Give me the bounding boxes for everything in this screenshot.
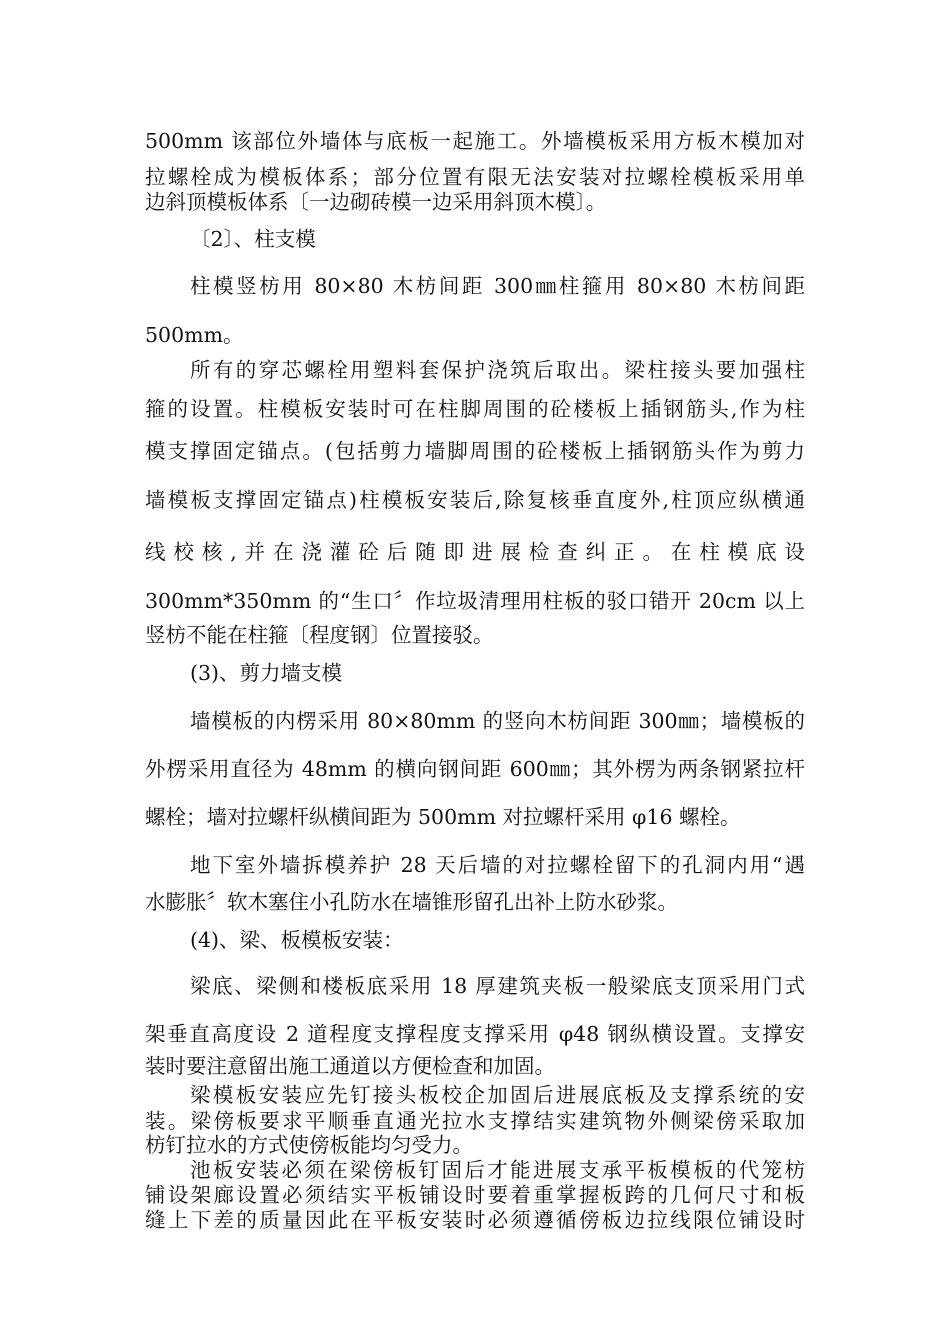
text-line: 模支撑固定锚点。(包括剪力墙脚周围的砼楼板上插钢筋头作为剪力 xyxy=(145,439,805,463)
text-line: 外楞采用直径为 48mm 的横向钢间距 600㎜；其外楞为两条钢紧拉杆 xyxy=(145,757,805,781)
text-line: 竖枋不能在柱箍〔程度钢〕位置接驳。 xyxy=(145,623,494,647)
text-line: 地下室外墙拆模养护 28 天后墙的对拉螺栓留下的孔洞内用“遇 xyxy=(190,853,805,877)
section-heading: (3)、剪力墙支模 xyxy=(190,661,343,685)
section-heading: (4)、梁、板模板安装： xyxy=(190,928,404,952)
text-line: 装。梁傍板要求平顺垂直通光拉水支撑结实建筑物外侧梁傍采取加 xyxy=(145,1109,805,1133)
text-line: 枋钉拉水的方式使傍板能均匀受力。 xyxy=(145,1133,473,1157)
text-line: 架垂直高度设 2 道程度支撑程度支撑采用 φ48 钢纵横设置。支撑安 xyxy=(145,1022,805,1046)
text-line: 梁底、梁侧和楼板底采用 18 厚建筑夹板一般梁底支顶采用门式 xyxy=(190,974,805,998)
text-line: 300mm*350mm 的“生口〞作垃圾清理用柱板的驳口错开 20cm 以上 xyxy=(145,589,805,613)
text-line: 边斜顶模板体系〔一边砌砖模一边采用斜顶木模〕。 xyxy=(145,190,607,214)
text-line: 装时要注意留出施工通道以方便检查和加固。 xyxy=(145,1054,555,1078)
text-line: 墙模板支撑固定锚点)柱模板安装后,除复核垂直度外,柱顶应纵横通 xyxy=(145,488,805,512)
text-line: 墙模板的内楞采用 80×80mm 的竖向木枋间距 300㎜；墙模板的 xyxy=(190,709,805,733)
text-line: 梁模板安装应先钉接头板校企加固后进展底板及支撑系统的安 xyxy=(190,1083,805,1107)
text-line: 缝上下差的质量因此在平板安装时必须遵循傍板边拉线限位铺设时 xyxy=(145,1208,805,1232)
text-line: 线校核,并在浇灌砼后随即进展检查纠正。在柱模底设 xyxy=(145,540,805,564)
text-line: 柱模竖枋用 80×80 木枋间距 300㎜柱箍用 80×80 木枋间距 xyxy=(190,274,805,298)
section-heading: 〔2〕、柱支模 xyxy=(190,227,316,251)
text-line: 拉螺栓成为模板体系；部分位置有限无法安装对拉螺栓模板采用单 xyxy=(145,165,805,189)
text-line: 500mm 该部位外墙体与底板一起施工。外墙模板采用方板木模加对 xyxy=(145,129,805,153)
text-line: 池板安装必须在梁傍板钉固后才能进展支承平板模板的代笼枋 xyxy=(190,1158,805,1182)
text-line: 水膨胀〞软木塞住小孔防水在墙锥形留孔出补上防水砂浆。 xyxy=(145,890,678,914)
text-line: 所有的穿芯螺栓用塑料套保护浇筑后取出。梁柱接头要加强柱 xyxy=(190,358,805,382)
text-line: 铺设架廊设置必须结实平板铺设时要着重掌握板跨的几何尺寸和板 xyxy=(145,1183,805,1207)
text-line: 500mm。 xyxy=(145,323,244,347)
text-line: 箍的设置。柱模板安装时可在柱脚周围的砼楼板上插钢筋头,作为柱 xyxy=(145,397,805,421)
text-line: 螺栓；墙对拉螺杆纵横间距为 500mm 对拉螺杆采用 φ16 螺栓。 xyxy=(145,805,741,829)
